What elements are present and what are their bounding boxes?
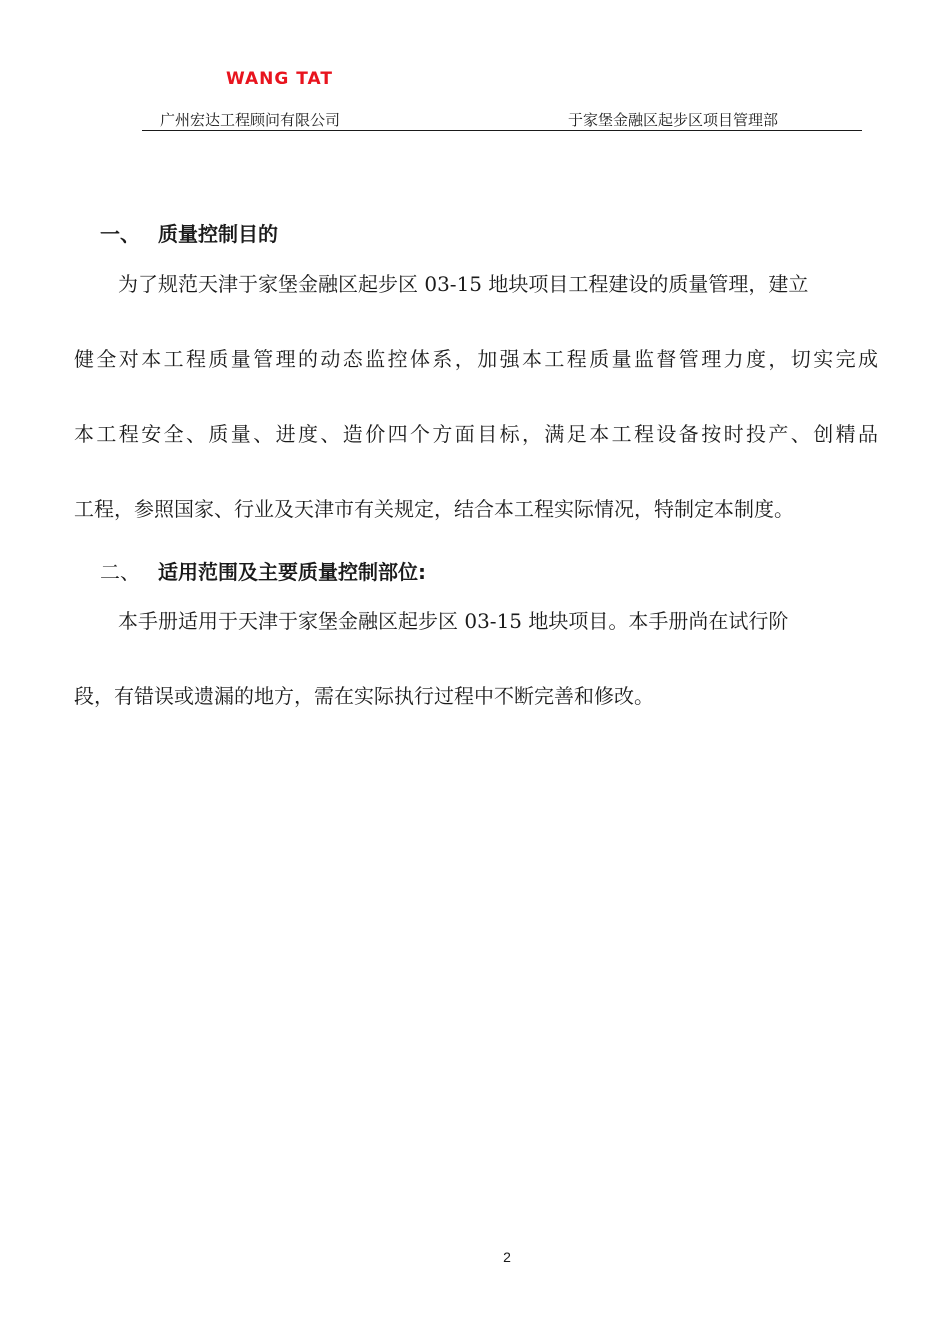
paragraph-line: 为了规范天津于家堡金融区起步区 03-15 地块项目工程建设的质量管理，建立 bbox=[118, 272, 809, 296]
section-heading-1 bbox=[100, 220, 278, 248]
section-title: 适用范围及主要质量控制部位: bbox=[158, 560, 426, 584]
header-project-department: 于家堡金融区起步区项目管理部 bbox=[568, 111, 779, 129]
section-number: 二、 bbox=[100, 560, 140, 584]
section-heading-2 bbox=[100, 558, 426, 586]
header-company-name: 广州宏达工程顾问有限公司 bbox=[160, 111, 341, 129]
logo-text: WANG TAT bbox=[226, 69, 333, 89]
paragraph-line: 本工程安全、质量、进度、造价四个方面目标，满足本工程设备按时投产、创精品 bbox=[74, 422, 878, 446]
paragraph-line: 本手册适用于天津于家堡金融区起步区 03-15 地块项目。本手册尚在试行阶 bbox=[118, 609, 789, 633]
header-divider bbox=[142, 130, 862, 131]
section-number: 一、 bbox=[100, 222, 140, 246]
paragraph-line: 段，有错误或遗漏的地方，需在实际执行过程中不断完善和修改。 bbox=[74, 684, 654, 708]
company-logo bbox=[226, 68, 333, 90]
page-number: 2 bbox=[503, 1249, 511, 1265]
paragraph-line: 工程，参照国家、行业及天津市有关规定，结合本工程实际情况，特制定本制度。 bbox=[74, 497, 794, 521]
paragraph-line: 健全对本工程质量管理的动态监控体系，加强本工程质量监督管理力度，切实完成 bbox=[74, 347, 878, 371]
section-title: 质量控制目的 bbox=[158, 222, 278, 246]
